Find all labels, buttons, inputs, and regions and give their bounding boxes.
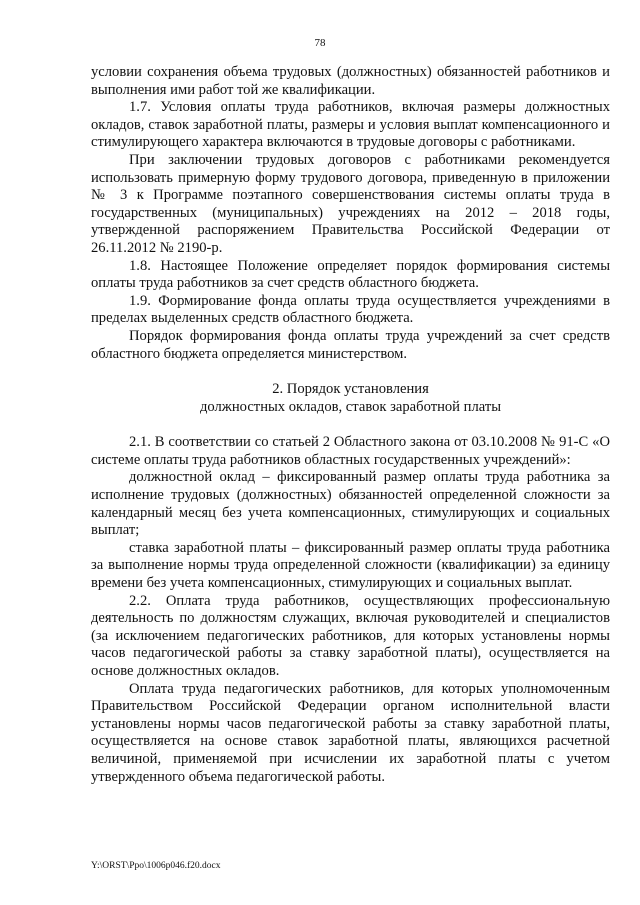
paragraph-1-7: 1.7. Условия оплаты труда работников, включая размеры должностных окладов, ставок заработной платы, размеры и условия выплат компенсационного и стимулирующего характера включаются в трудовые договоры с работниками.: [91, 99, 610, 151]
paragraph-official-salary-definition: должностной оклад – фиксированный размер оплаты труда работника за исполнение трудовых (должностных) обязанностей определенной сложности за календарный месяц без учета компенсационных, стимулирующих и социальных выплат;: [91, 469, 610, 539]
section-heading-line-2: должностных окладов, ставок заработной платы: [199, 398, 502, 415]
paragraph-2-1: 2.1. В соответствии со статьей 2 Областного закона от 03.10.2008 № 91-С «О системе оплаты труда работников областных государственных учреждений»:: [91, 434, 610, 468]
paragraph-continuation: условии сохранения объема трудовых (должностных) обязанностей работников и выполнения ими работ той же квалификации.: [91, 64, 610, 98]
paragraph-2-2: 2.2. Оплата труда работников, осуществляющих профессиональную деятельность по должностям служащих, включая руководителей и специалистов (за исключением педагогических работников, для которых установлены нормы часов педагогической работы за ставку заработной платы), осуществляется на основе должностных окладов.: [91, 592, 610, 679]
document-body: [91, 64, 610, 786]
page-number: 78: [314, 37, 326, 49]
footer-file-path: Y:\ORST\Ppo\1006p046.f20.docx: [91, 861, 221, 871]
paragraph-1-8: 1.8. Настоящее Положение определяет порядок формирования системы оплаты труда работников за счет средств областного бюджета.: [91, 257, 610, 292]
paragraph-fund-formation: Порядок формирования фонда оплаты труда учреждений за счет средств областного бюджета определяется министерством.: [91, 327, 610, 362]
paragraph-contract-recommendation: При заключении трудовых договоров с работниками рекомендуется использовать примерную форму трудового договора, приведенную в приложении № 3 к Программе поэтапного совершенствования системы оплаты труда в государственных (муниципальных) учреждениях на 2012 – 2018 годы, утвержденной распоряжением Правительства Российской Федерации от 26.11.2012 № 2190-р.: [91, 151, 610, 256]
paragraph-wage-rate-definition: ставка заработной платы – фиксированный размер оплаты труда работника за выполнение нормы труда определенной сложности (квалификации) за единицу времени без учета компенсационных, стимулирующих и социальных выплат.: [91, 539, 610, 592]
section-heading-line-1: 2. Порядок установления: [272, 381, 429, 398]
paragraph-teachers-pay: Оплата труда педагогических работников, для которых уполномоченным Правительством Российской Федерации органом исполнительной власти установлены нормы часов педагогической работы за ставку заработной платы, осуществляется на основе ставок заработной платы, являющихся расчетной величиной, применяемой при исчислении их заработной платы с учетом утвержденного объема педагогической работы.: [91, 680, 610, 785]
paragraph-1-9: 1.9. Формирование фонда оплаты труда осуществляется учреждениями в пределах выделенных средств областного бюджета.: [91, 292, 610, 327]
